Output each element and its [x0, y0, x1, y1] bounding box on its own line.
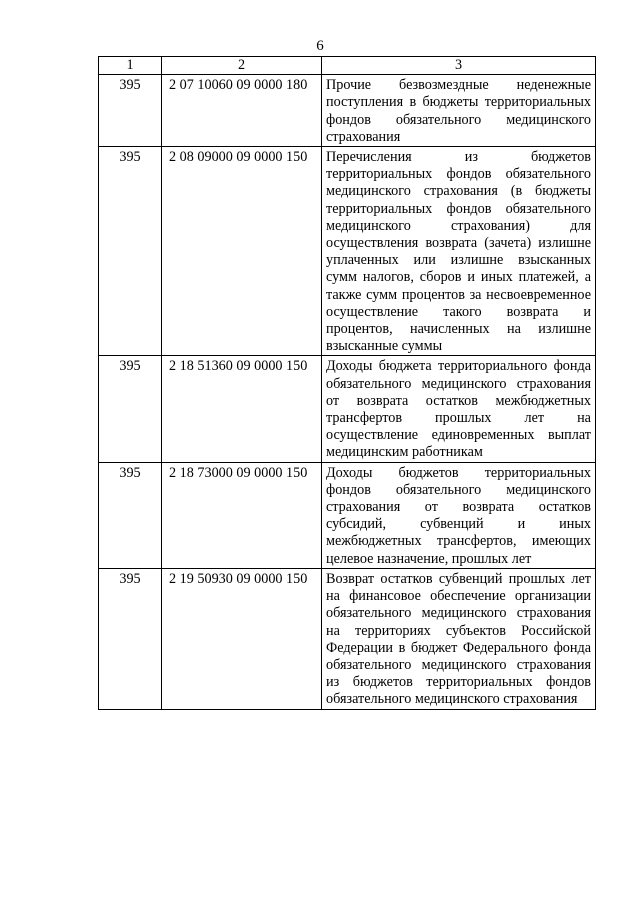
admin-code-cell: 395 [99, 356, 162, 462]
budget-code-cell: 2 07 10060 09 0000 180 [162, 75, 322, 147]
column-header-1: 1 [99, 57, 162, 75]
revenue-name-cell: Доходы бюджетов территориальных фондов обязательного медицинского страхования от возврата остатков субсидий, субвенций и иных межбюджетных трансфертов, имеющих целевое назначение, прошлых лет [322, 462, 596, 568]
revenue-name-cell: Возврат остатков субвенций прошлых лет на финансовое обеспечение организации обязательного медицинского страхования на территориях субъектов Российской Федерации в бюджет Федерального фонда обязательного медицинского страхования из бюджетов территориальных фондов обязательного медицинского страхования [322, 568, 596, 709]
revenue-name-cell: Доходы бюджета территориального фонда обязательного медицинского страхования от возврата остатков межбюджетных трансфертов прошлых лет на осуществление единовременных выплат медицинским работникам [322, 356, 596, 462]
budget-code-cell: 2 18 51360 09 0000 150 [162, 356, 322, 462]
budget-code-cell: 2 19 50930 09 0000 150 [162, 568, 322, 709]
admin-code-cell: 395 [99, 462, 162, 568]
revenue-name-cell: Перечисления из бюджетов территориальных фондов обязательного медицинского страхования (в бюджеты территориальных фондов обязательного медицинского страхования) для осуществления возврата (зачета) излишне уплаченных или излишне взысканных сумм налогов, сборов и иных платежей, а также сумм процентов за несвоевременное осуществление такого возврата и процентов, начисленных на излишне взысканные суммы [322, 147, 596, 356]
admin-code-cell: 395 [99, 75, 162, 147]
page-number: 6 [316, 38, 324, 54]
table-row [99, 568, 596, 709]
table-row [99, 462, 596, 568]
revenue-codes-table [98, 56, 596, 710]
column-header-2: 2 [162, 57, 322, 75]
revenue-name-cell: Прочие безвозмездные неденежные поступления в бюджеты территориальных фондов обязательного медицинского страхования [322, 75, 596, 147]
table-row [99, 147, 596, 356]
table-row [99, 356, 596, 462]
budget-code-cell: 2 18 73000 09 0000 150 [162, 462, 322, 568]
table-header-row [99, 57, 596, 75]
column-header-3: 3 [322, 57, 596, 75]
admin-code-cell: 395 [99, 568, 162, 709]
budget-code-cell: 2 08 09000 09 0000 150 [162, 147, 322, 356]
admin-code-cell: 395 [99, 147, 162, 356]
table-row [99, 75, 596, 147]
